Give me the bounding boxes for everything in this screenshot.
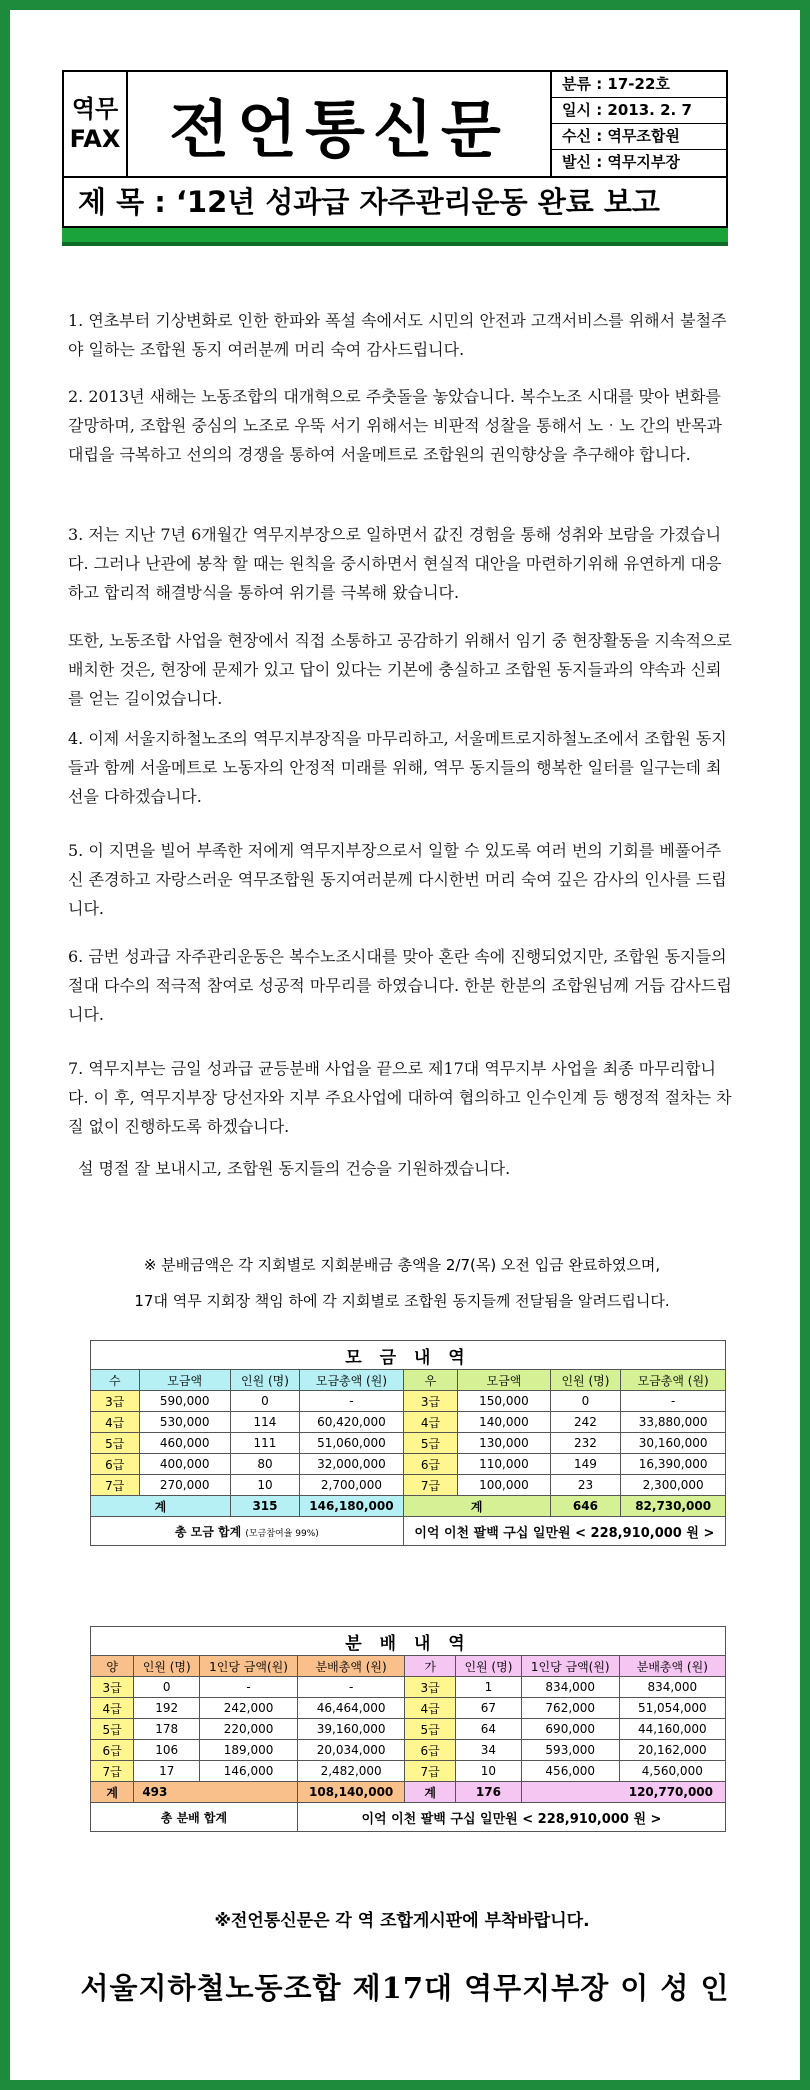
table-cell: 3급 xyxy=(405,1677,456,1698)
table-cell: 0 xyxy=(550,1391,621,1412)
meta-sender: 발신 : 역무지부장 xyxy=(562,153,680,171)
table-header: 양 xyxy=(91,1656,134,1677)
meta-category: 분류 : 17-22호 xyxy=(552,72,726,98)
paragraph-3: 3. 저는 지난 7년 6개월간 역무지부장으로 일하면서 값진 경험을 통해 성취와 보람을 가졌습니다. 그러나 난관에 봉착 할 때는 원칙을 중시하면서 현실적 대안을 마련하기위해 유연하게 대응하고 합리적 해결방식을 통하여 위기를 극복해 왔습니다. xyxy=(68,525,722,602)
table-header: 모금총액 (원) xyxy=(300,1370,404,1391)
table-cell: 3급 xyxy=(403,1391,458,1412)
total-count: 646 xyxy=(550,1496,621,1517)
total-count: 493 xyxy=(134,1782,298,1803)
table-cell: 460,000 xyxy=(139,1433,230,1454)
notice-line-2: 17대 역무 지회장 책임 하에 각 지회별로 조합원 동지들께 전달됨을 알려드립니다. xyxy=(134,1292,670,1310)
table-row xyxy=(91,1433,726,1454)
collection-caption: 모 금 내 역 xyxy=(91,1341,726,1370)
table-cell: 7급 xyxy=(403,1475,458,1496)
grand-total-value: 이억 이천 팔백 구십 일만원 < 228,910,000 원 > xyxy=(297,1803,725,1832)
meta-box xyxy=(550,72,726,176)
table-header: 수 xyxy=(91,1370,140,1391)
table-cell: 192 xyxy=(134,1698,200,1719)
table-cell: 456,000 xyxy=(521,1761,619,1782)
table-cell: 20,162,000 xyxy=(619,1740,725,1761)
table-cell: 106 xyxy=(134,1740,200,1761)
grand-total-value: 이억 이천 팔백 구십 일만원 < 228,910,000 원 > xyxy=(403,1517,725,1546)
table-row xyxy=(91,1677,726,1698)
table-cell: 834,000 xyxy=(521,1677,619,1698)
table-header: 1인당 금액(원) xyxy=(200,1656,298,1677)
total-label: 계 xyxy=(403,1496,550,1517)
table-cell: 4급 xyxy=(403,1412,458,1433)
table-row xyxy=(91,1761,726,1782)
paragraph-2: 2. 2013년 새해는 노동조합의 대개혁으로 주춧돌을 놓았습니다. 복수노조 시대를 맞아 변화를 갈망하며, 조합원 중심의 노조로 우뚝 서기 위해서는 비판적 성찰을 통해서 노‧노 간의 반목과 대립을 극복하고 선의의 경쟁을 통하여 서울메트로 조합원의 권익향상을 추구해야 합니다. xyxy=(68,387,722,464)
table-cell: 130,000 xyxy=(458,1433,550,1454)
table-cell: 232 xyxy=(550,1433,621,1454)
total-sum: 82,730,000 xyxy=(621,1496,726,1517)
table-cell: 10 xyxy=(456,1761,522,1782)
table-header: 분배총액 (원) xyxy=(297,1656,404,1677)
table-cell: 60,420,000 xyxy=(300,1412,404,1433)
participation-rate: (모금참여율 99%) xyxy=(245,1528,319,1539)
grand-total-label xyxy=(91,1517,404,1546)
table-cell: 44,160,000 xyxy=(619,1719,725,1740)
table-cell: 146,000 xyxy=(200,1761,298,1782)
document-title: 전언통신문 xyxy=(169,92,509,166)
table-cell: 110,000 xyxy=(458,1454,550,1475)
table-cell: 0 xyxy=(134,1677,200,1698)
table-cell: 5급 xyxy=(405,1719,456,1740)
paragraph-4: 4. 이제 서울지하철노조의 역무지부장직을 마무리하고, 서울메트로지하철노조에서 조합원 동지들과 함께 서울메트로 노동자의 안정적 미래를 위해, 역무 동지들의 행복한 일터를 일구는데 최선을 다하겠습니다. xyxy=(68,729,727,806)
table-header: 우 xyxy=(403,1370,458,1391)
table-header: 인원 (명) xyxy=(550,1370,621,1391)
total-label: 계 xyxy=(91,1496,231,1517)
table-cell: - xyxy=(300,1391,404,1412)
table-row xyxy=(91,1719,726,1740)
grand-total-row xyxy=(91,1517,726,1546)
signature: 서울지하철노동조합 제17대 역무지부장 이 성 인 xyxy=(80,1971,730,2005)
table-cell: 7급 xyxy=(91,1761,134,1782)
table-cell: 2,300,000 xyxy=(621,1475,726,1496)
table-cell: 400,000 xyxy=(139,1454,230,1475)
paragraph-7: 7. 역무지부는 금일 성과급 균등분배 사업을 끝으로 제17대 역무지부 사업을 최종 마무리합니다. 이 후, 역무지부장 당선자와 지부 주요사업에 대하여 협의하고 인수인계 등 행정적 절차는 차질 없이 진행하도록 하겠습니다. xyxy=(68,1059,732,1136)
table-cell: - xyxy=(200,1677,298,1698)
table-cell: 32,000,000 xyxy=(300,1454,404,1475)
table-cell: 4,560,000 xyxy=(619,1761,725,1782)
table-cell: 51,060,000 xyxy=(300,1433,404,1454)
paragraph-6: 6. 금번 성과급 자주관리운동은 복수노조시대를 맞아 혼란 속에 진행되었지만, 조합원 동지들의 절대 다수의 적극적 참여로 성공적 마무리를 하였습니다. 한분 한분의 조합원님께 거듭 감사드립니다. xyxy=(68,947,732,1024)
table-header: 모금액 xyxy=(139,1370,230,1391)
total-label: 계 xyxy=(91,1782,134,1803)
fax-label xyxy=(64,72,128,176)
header-box xyxy=(62,70,728,178)
collection-table xyxy=(90,1340,726,1546)
table-cell: 762,000 xyxy=(521,1698,619,1719)
table-cell: 5급 xyxy=(403,1433,458,1454)
notice-line-1: ※ 분배금액은 각 지회별로 지회분배금 총액을 2/7(목) 오전 입금 완료하였으며, xyxy=(143,1256,661,1274)
header-green-bar xyxy=(62,228,728,242)
table-cell: 6급 xyxy=(91,1740,134,1761)
distribution-caption: 분 배 내 역 xyxy=(91,1627,726,1656)
table-cell: 100,000 xyxy=(458,1475,550,1496)
table-cell: 178 xyxy=(134,1719,200,1740)
table-cell: 4급 xyxy=(405,1698,456,1719)
table-header: 모금액 xyxy=(458,1370,550,1391)
table-cell: 23 xyxy=(550,1475,621,1496)
table-cell: 80 xyxy=(230,1454,299,1475)
table-cell: 242 xyxy=(550,1412,621,1433)
table-header: 인원 (명) xyxy=(230,1370,299,1391)
table-header: 모금총액 (원) xyxy=(621,1370,726,1391)
table-cell: 530,000 xyxy=(139,1412,230,1433)
table-cell: 30,160,000 xyxy=(621,1433,726,1454)
table-row xyxy=(91,1740,726,1761)
table-cell: 114 xyxy=(230,1412,299,1433)
table-cell: 46,464,000 xyxy=(297,1698,404,1719)
table-cell: 189,000 xyxy=(200,1740,298,1761)
total-row xyxy=(91,1782,726,1803)
grand-total-label: 총 분배 합계 xyxy=(91,1803,298,1832)
table-cell: 5급 xyxy=(91,1719,134,1740)
table-row xyxy=(91,1412,726,1433)
table-cell: - xyxy=(621,1391,726,1412)
table-row xyxy=(91,1698,726,1719)
table-cell: 2,700,000 xyxy=(300,1475,404,1496)
total-sum: 120,770,000 xyxy=(521,1782,725,1803)
table-cell: 4급 xyxy=(91,1698,134,1719)
table-row xyxy=(91,1454,726,1475)
table-cell: 39,160,000 xyxy=(297,1719,404,1740)
total-sum: 146,180,000 xyxy=(300,1496,404,1517)
table-cell: 242,000 xyxy=(200,1698,298,1719)
table-cell: 10 xyxy=(230,1475,299,1496)
collection-header-row xyxy=(91,1370,726,1391)
table-row xyxy=(91,1475,726,1496)
total-count: 176 xyxy=(456,1782,522,1803)
table-cell: 6급 xyxy=(403,1454,458,1475)
table-cell: 67 xyxy=(456,1698,522,1719)
fax-line-2: FAX xyxy=(69,125,121,153)
distribution-table xyxy=(90,1626,726,1832)
table-cell: 16,390,000 xyxy=(621,1454,726,1475)
total-label: 계 xyxy=(405,1782,456,1803)
table-cell: 3급 xyxy=(91,1677,134,1698)
table-cell: 5급 xyxy=(91,1433,140,1454)
table-cell: 51,054,000 xyxy=(619,1698,725,1719)
table-cell: 0 xyxy=(230,1391,299,1412)
table-cell: 150,000 xyxy=(458,1391,550,1412)
table-cell: 20,034,000 xyxy=(297,1740,404,1761)
table-cell: 834,000 xyxy=(619,1677,725,1698)
total-sum: 108,140,000 xyxy=(297,1782,404,1803)
subject-line: 제 목 : ‘12년 성과급 자주관리운동 완료 보고 xyxy=(62,178,728,228)
paragraph-3b: 또한, 노동조합 사업을 현장에서 직접 소통하고 공감하기 위해서 임기 중 현장활동을 지속적으로 배치한 것은, 현장에 문제가 있고 답이 있다는 기본에 충실하고 조합원 동지들과의 약속과 신뢰를 얻는 길이었습니다. xyxy=(68,631,732,708)
total-count: 315 xyxy=(230,1496,299,1517)
table-cell: 4급 xyxy=(91,1412,140,1433)
table-header: 가 xyxy=(405,1656,456,1677)
table-cell: 34 xyxy=(456,1740,522,1761)
table-cell: 593,000 xyxy=(521,1740,619,1761)
table-cell: 590,000 xyxy=(139,1391,230,1412)
fax-header xyxy=(62,70,728,258)
table-cell: 6급 xyxy=(91,1454,140,1475)
total-row xyxy=(91,1496,726,1517)
table-cell: 64 xyxy=(456,1719,522,1740)
paragraph-1: 1. 연초부터 기상변화로 인한 한파와 폭설 속에서도 시민의 안전과 고객서비스를 위해서 불철주야 일하는 조합원 동지 여러분께 머리 숙여 감사드립니다. xyxy=(68,311,727,359)
table-cell: 7급 xyxy=(405,1761,456,1782)
table-cell: 17 xyxy=(134,1761,200,1782)
header-green-bar-dark xyxy=(62,242,728,246)
table-header: 1인당 금액(원) xyxy=(521,1656,619,1677)
posting-note: ※전언통신문은 각 역 조합게시판에 부착바랍니다. xyxy=(214,1911,590,1931)
table-cell: 140,000 xyxy=(458,1412,550,1433)
table-cell: 690,000 xyxy=(521,1719,619,1740)
table-cell: 2,482,000 xyxy=(297,1761,404,1782)
closing-line: 설 명절 잘 보내시고, 조합원 동지들의 건승을 기원하겠습니다. xyxy=(78,1159,511,1178)
table-cell: 33,880,000 xyxy=(621,1412,726,1433)
table-cell: 7급 xyxy=(91,1475,140,1496)
table-cell: 3급 xyxy=(91,1391,140,1412)
meta-recipient: 수신 : 역무조합원 xyxy=(552,124,726,150)
fax-line-1: 역무 xyxy=(71,95,119,123)
table-header: 인원 (명) xyxy=(134,1656,200,1677)
table-cell: 6급 xyxy=(405,1740,456,1761)
grand-total-label-text: 총 모금 합계 xyxy=(174,1524,242,1539)
distribution-header-row xyxy=(91,1656,726,1677)
table-cell: 220,000 xyxy=(200,1719,298,1740)
table-cell: - xyxy=(297,1677,404,1698)
table-cell: 111 xyxy=(230,1433,299,1454)
table-cell: 149 xyxy=(550,1454,621,1475)
grand-total-row xyxy=(91,1803,726,1832)
table-header: 분배총액 (원) xyxy=(619,1656,725,1677)
table-header: 인원 (명) xyxy=(456,1656,522,1677)
table-cell: 1 xyxy=(456,1677,522,1698)
meta-date: 일시 : 2013. 2. 7 xyxy=(552,98,726,124)
paragraph-5: 5. 이 지면을 빌어 부족한 저에게 역무지부장으로서 일할 수 있도록 여러 번의 기회를 베풀어주신 존경하고 자랑스러운 역무조합원 동지여러분께 다시한번 머리 숙여 깊은 감사의 인사를 드립니다. xyxy=(68,841,727,918)
table-row xyxy=(91,1391,726,1412)
table-cell: 270,000 xyxy=(139,1475,230,1496)
